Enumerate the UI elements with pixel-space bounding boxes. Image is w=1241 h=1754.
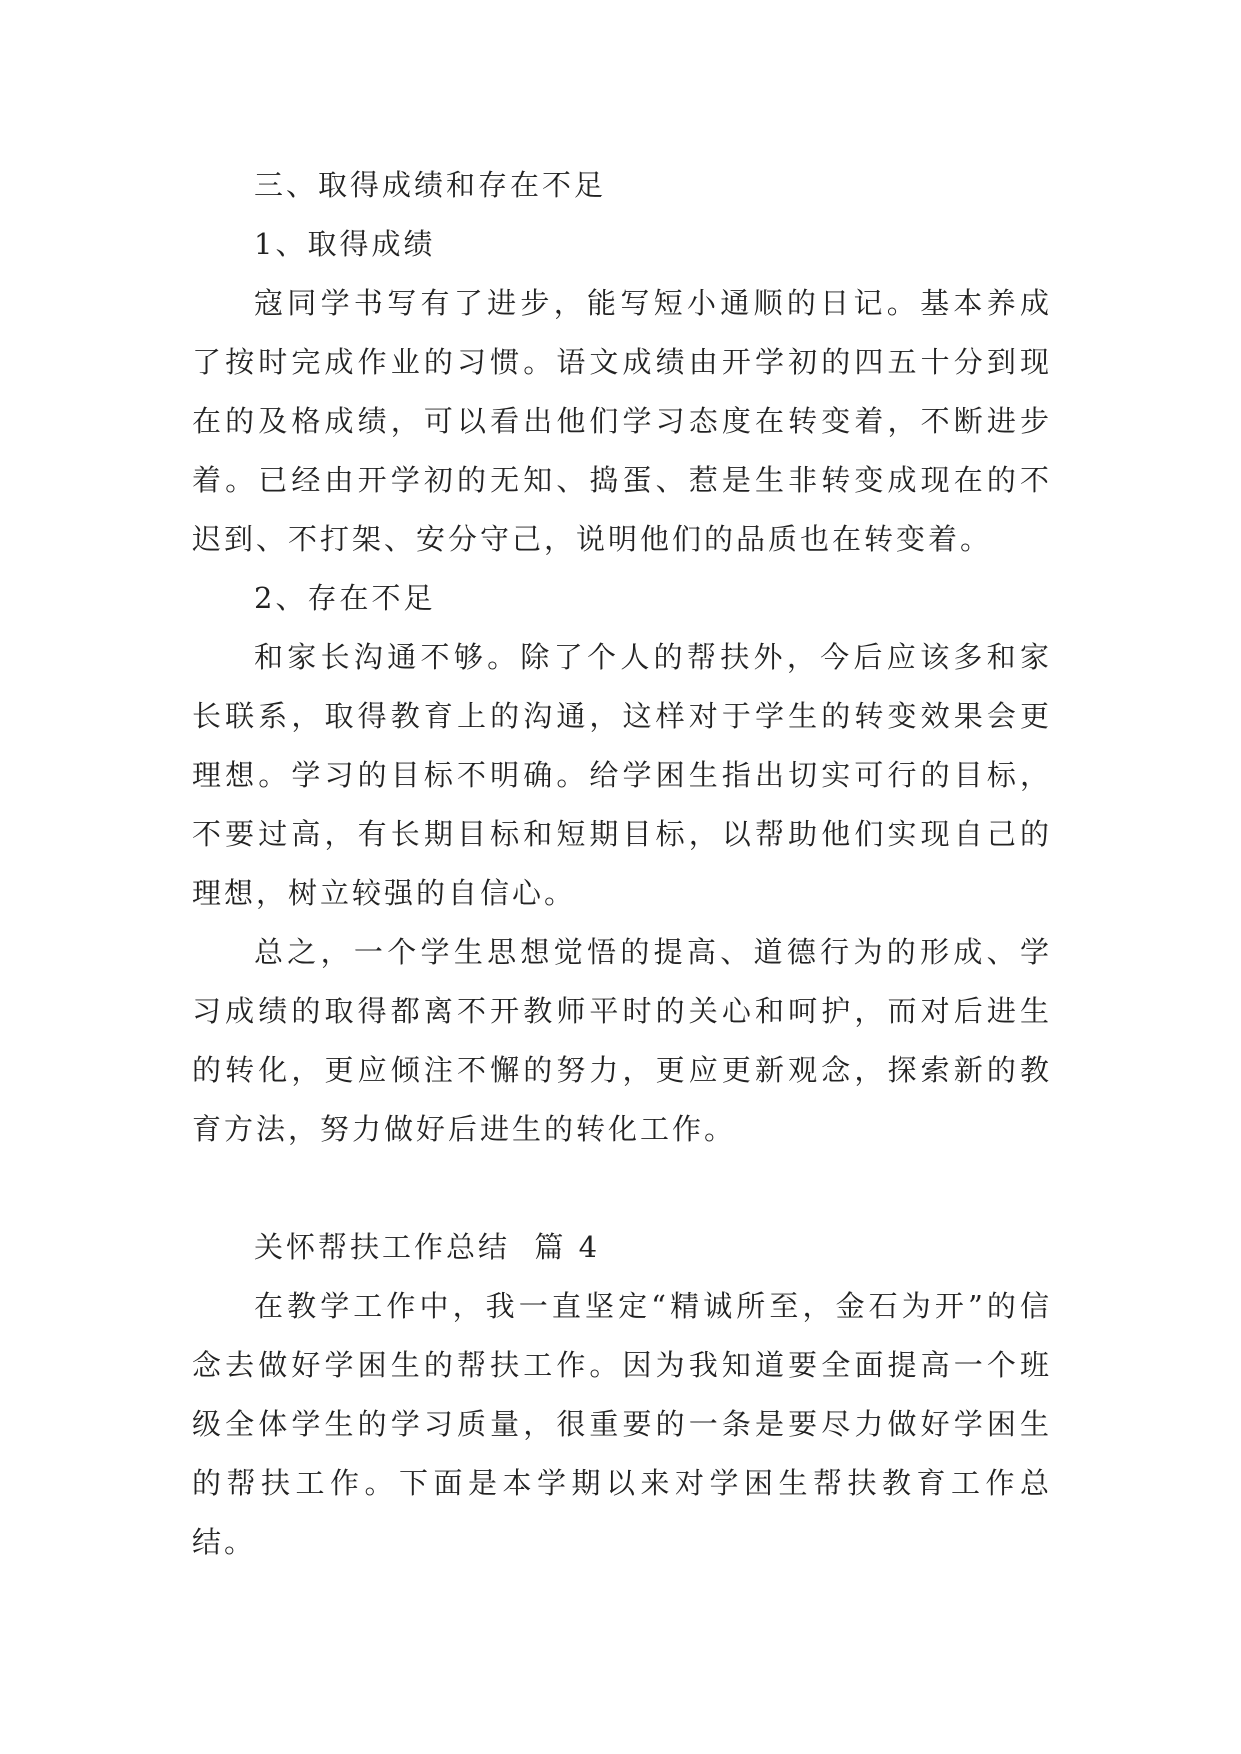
shortcomings-paragraph: 和家长沟通不够。除了个人的帮扶外，今后应该多和家长联系，取得教育上的沟通，这样对于学生的转变效果会更理想。学习的目标不明确。给学困生指出切实可行的目标，不要过高，有长期目标和短期目标，以帮助他们实现自己的理想，树立较强的自信心。 [192, 640, 1052, 910]
conclusion-paragraph: 总之，一个学生思想觉悟的提高、道德行为的形成、学习成绩的取得都离不开教师平时的关心和呵护，而对后进生的转化，更应倾注不懈的努力，更应更新观念，探索新的教育方法，努力做好后进生的转化工作。 [192, 935, 1052, 1146]
article-intro-paragraph: 在教学工作中，我一直坚定“精诚所至，金石为开”的信念去做好学困生的帮扶工作。因为我知道要全面提高一个班级全体学生的学习质量，很重要的一条是要尽力做好学困生的帮扶工作。下面是本学期以来对学困生帮扶教育工作总结。 [192, 1289, 1052, 1559]
section-spacer [192, 1159, 1052, 1218]
achievements-paragraph: 寇同学书写有了进步，能写短小通顺的日记。基本养成了按时完成作业的习惯。语文成绩由开学初的四五十分到现在的及格成绩，可以看出他们学习态度在转变着，不断进步着。已经由开学初的无知、捣蛋、惹是生非转变成现在的不迟到、不打架、安分守己，说明他们的品质也在转变着。 [192, 286, 1052, 556]
article-title: 关怀帮扶工作总结 篇 4 [254, 1230, 601, 1264]
subsection-heading-achievements: 1、取得成绩 [254, 227, 436, 261]
document-body [192, 156, 1052, 1572]
section-heading: 三、取得成绩和存在不足 [254, 168, 607, 202]
subsection-heading-shortcomings: 2、存在不足 [254, 581, 436, 615]
